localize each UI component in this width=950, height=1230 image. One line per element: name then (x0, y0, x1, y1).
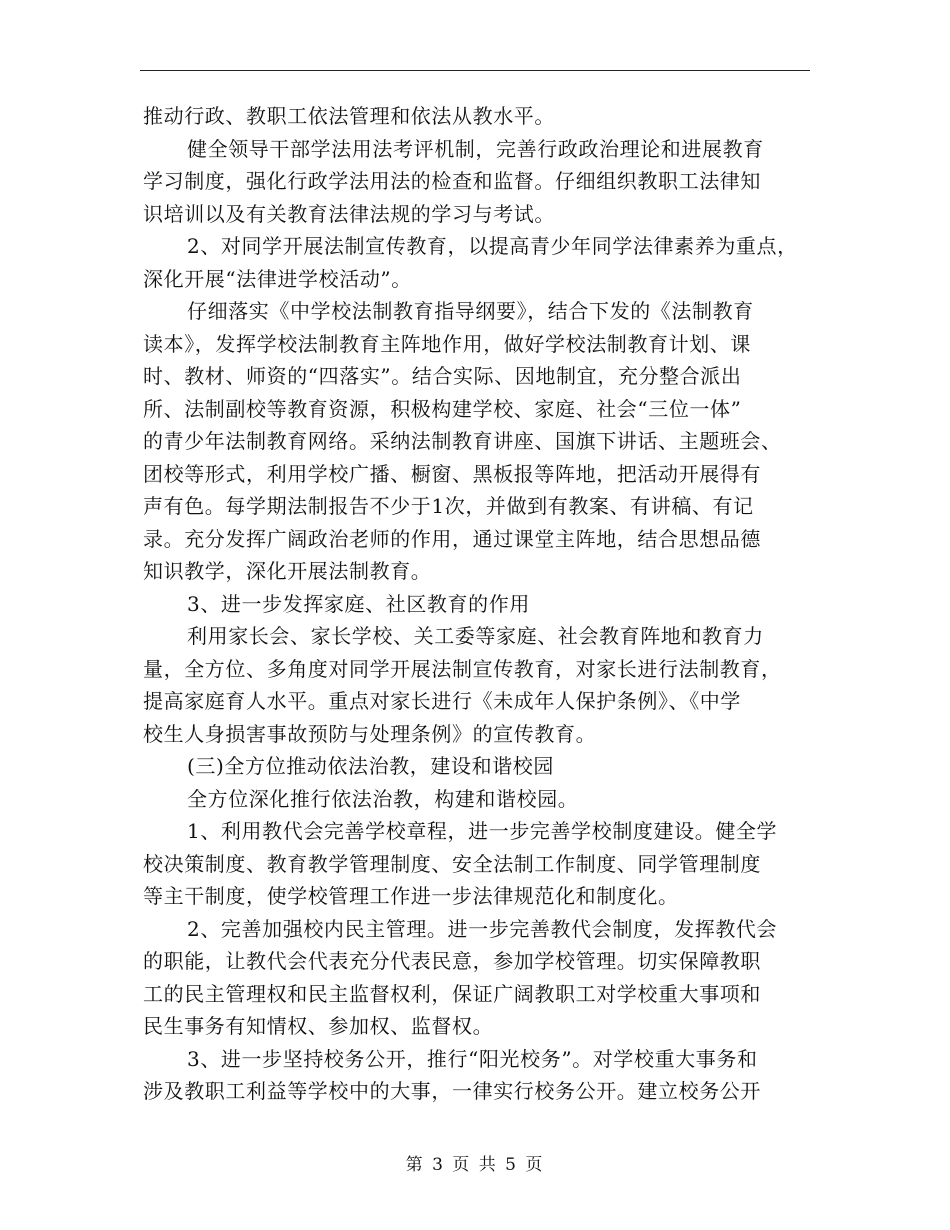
text-line: 录。充分发挥广阔政治老师的作用，通过课堂主阵地，结合思想品德 (143, 526, 761, 551)
text-line: 校生人身损害事故预防与处理条例》的宣传教育。 (143, 721, 597, 746)
text-line: 利用家长会、家长学校、关工委等家庭、社会教育阵地和教育力 (187, 624, 764, 648)
text-line: 所、法制副校等教育资源，积极构建学校、家庭、社会“三位一体” (143, 396, 742, 421)
text-line: 等主干制度，使学校管理工作进一步法律规范化和制度化。 (143, 884, 679, 908)
text-line: 全方位深化推行依法治教，构建和谐校园。 (187, 786, 579, 811)
text-line: 识培训以及有关教育法律法规的学习与考试。 (143, 201, 555, 226)
text-line: 工的民主管理权和民主监督权利，保证广阔教职工对学校重大事项和 (143, 981, 761, 1006)
text-line: 校决策制度、教育教学管理制度、安全法制工作制度、同学管理制度 (143, 851, 761, 876)
text-line: 知识教学，深化开展法制教育。 (143, 559, 432, 583)
text-line: 的青少年法制教育网络。采纳法制教育讲座、国旗下讲话、主题班会、 (143, 429, 782, 453)
text-line: 时、教材、师资的“四落实”。结合实际、因地制宜，充分整合派出 (143, 364, 742, 388)
text-line: 3、进一步坚持校务公开，推行“阳光校务”。对学校重大事务和 (187, 1046, 758, 1071)
text-line: 读本》，发挥学校法制教育主阵地作用，做好学校法制教育计划、课 (143, 331, 751, 356)
text-line: 深化开展“法律进学校活动”。 (143, 266, 412, 291)
document-body (143, 100, 823, 1108)
text-line: 团校等形式，利用学校广播、橱窗、黑板报等阵地，把活动开展得有 (143, 461, 761, 486)
text-line: 仔细落实《中学校法制教育指导纲要》，结合下发的《法制教育 (187, 299, 754, 323)
text-line: 量，全方位、多角度对同学开展法制宣传教育，对家长进行法制教育， (143, 656, 782, 681)
text-line: 推动行政、教职工依法管理和依法从教水平。 (143, 104, 555, 128)
text-line: 涉及教职工利益等学校中的大事，一律实行校务公开。建立校务公开 (143, 1079, 761, 1103)
text-line: 民生事务有知情权、参加权、监督权。 (143, 1014, 494, 1038)
text-line: 的职能，让教代会代表充分代表民意，参加学校管理。切实保障教职 (143, 949, 761, 973)
header-rule (140, 70, 810, 71)
text-line: (三)全方位推动依法治教，建设和谐校园 (187, 754, 555, 778)
text-line: 声有色。每学期法制报告不少于1次，并做到有教案、有讲稿、有记 (143, 494, 754, 518)
text-line: 学习制度，强化行政学法用法的检查和监督。仔细组织教职工法律知 (143, 169, 761, 193)
text-line: 2、完善加强校内民主管理。进一步完善教代会制度，发挥教代会 (187, 916, 778, 941)
text-line: 健全领导干部学法用法考评机制，完善行政政治理论和进展教育 (187, 136, 764, 161)
text-line: 2、对同学开展法制宣传教育，以提高青少年同学法律素养为重点， (187, 234, 798, 258)
text-line: 提高家庭育人水平。重点对家长进行《未成年人保护条例》、《中学 (143, 689, 741, 713)
text-line: 1、利用教代会完善学校章程，进一步完善学校制度建设。健全学 (187, 819, 778, 843)
page-footer: 第 3 页 共 5 页 (405, 1155, 545, 1175)
text-line: 3、进一步发挥家庭、社区教育的作用 (187, 591, 530, 616)
